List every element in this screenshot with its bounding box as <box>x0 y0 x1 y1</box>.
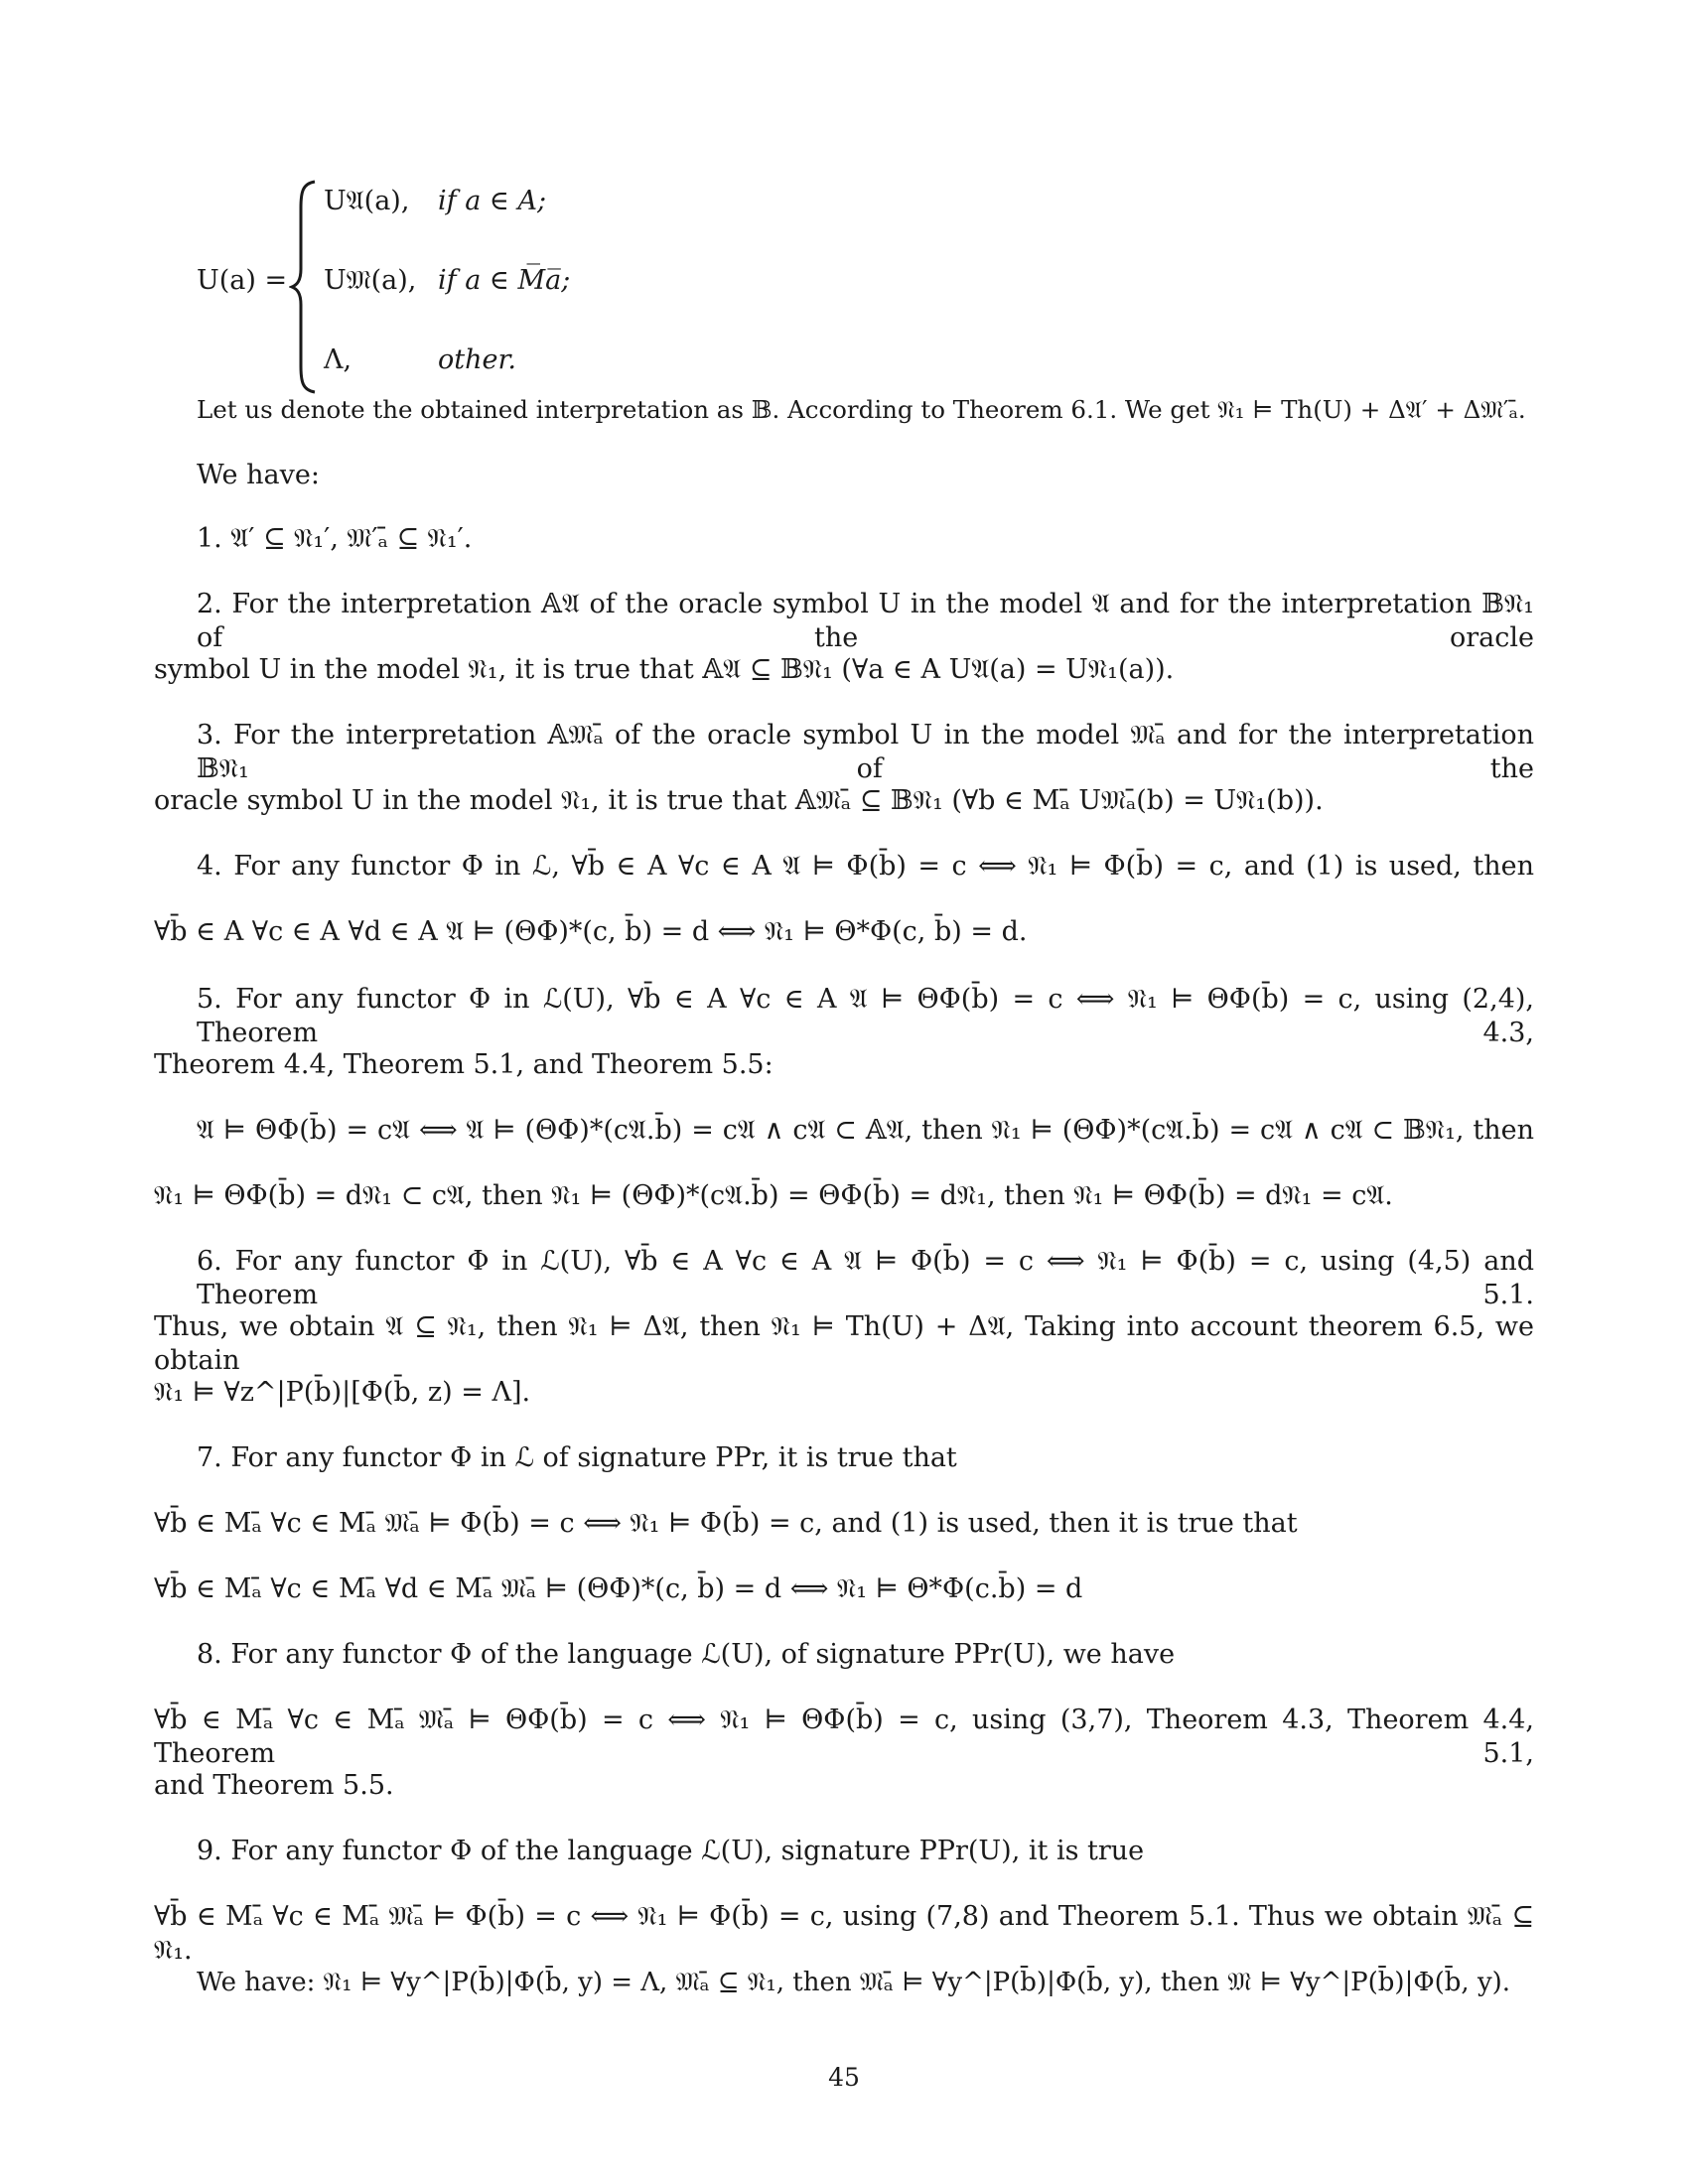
text-line: We have: 𝔑₁ ⊨ ∀y^|P(b̄)|Φ(b̄, y) = Λ, 𝔐ₐ̄ ⊆ 𝔑₁, then 𝔐ₐ̄ ⊨ ∀y^|P(b̄)|Φ(b̄, y), then 𝔐 ⊨ ∀y^|P(b̄)|Φ(b̄, y). <box>197 1968 1511 1997</box>
text-line: oracle symbol U in the model 𝔑₁, it is true that 𝔸𝔐ₐ̄ ⊆ 𝔹𝔑₁ (∀b ∈ Mₐ̄ U𝔐ₐ̄(b) = U𝔑₁(b)). <box>154 785 1324 816</box>
list-item-3: 3. For the interpretation 𝔸𝔐ₐ̄ of the oracle symbol U in the model 𝔐ₐ̄ and for the interpretation 𝔹𝔑₁ of the <box>197 720 1534 784</box>
case-value: U𝔄(a), <box>324 186 410 216</box>
case-value: Λ, <box>324 344 352 375</box>
case-condition: other. <box>438 344 516 375</box>
list-item-1: 1. 𝔄′ ⊆ 𝔑₁′, 𝔐′ₐ̄ ⊆ 𝔑₁′. <box>197 523 473 554</box>
text-line: We have: <box>197 460 320 490</box>
list-item-2: 2. For the interpretation 𝔸𝔄 of the oracle symbol U in the model 𝔄 and for the interpretation 𝔹𝔑₁ of the oracle <box>197 589 1534 653</box>
text-line: Thus, we obtain 𝔄 ⊆ 𝔑₁, then 𝔑₁ ⊨ Δ𝔄, then 𝔑₁ ⊨ Th(U) + Δ𝔄, Taking into account theorem 6.5, we obtain <box>154 1311 1534 1376</box>
case-condition: if a ∈ M̅a̅; <box>438 265 571 296</box>
text-line: ∀b̄ ∈ Mₐ̄ ∀c ∈ Mₐ̄ 𝔐ₐ̄ ⊨ ΘΦ(b̄) = c ⟺ 𝔑₁ ⊨ ΘΦ(b̄) = c, using (3,7), Theorem 4.3, Theorem 4.4, Theorem 5.1, <box>154 1705 1534 1769</box>
text-line: 𝔄 ⊨ ΘΦ(b̄) = c𝔄 ⟺ 𝔄 ⊨ (ΘΦ)*(c𝔄.b̄) = c𝔄 ∧ c𝔄 ⊂ 𝔸𝔄, then 𝔑₁ ⊨ (ΘΦ)*(c𝔄.b̄) = c𝔄 ∧ c𝔄 ⊂ 𝔹𝔑₁, then <box>197 1115 1534 1146</box>
text-line: ∀b̄ ∈ A ∀c ∈ A ∀d ∈ A 𝔄 ⊨ (ΘΦ)*(c, b̄) = d ⟺ 𝔑₁ ⊨ Θ*Φ(c, b̄) = d. <box>154 916 1028 947</box>
page-number: 45 <box>828 2063 860 2092</box>
text-line: ∀b̄ ∈ Mₐ̄ ∀c ∈ Mₐ̄ ∀d ∈ Mₐ̄ 𝔐ₐ̄ ⊨ (ΘΦ)*(c, b̄) = d ⟺ 𝔑₁ ⊨ Θ*Φ(c.b̄) = d <box>154 1573 1083 1604</box>
list-item-9: 9. For any functor Φ of the language ℒ(U), signature PPr(U), it is true <box>197 1836 1145 1866</box>
piecewise-case-1 <box>324 186 547 217</box>
case-condition: if a ∈ A; <box>438 186 547 216</box>
piecewise-case-3 <box>324 344 516 375</box>
list-item-4: 4. For any functor Φ in ℒ, ∀b̄ ∈ A ∀c ∈ A 𝔄 ⊨ Φ(b̄) = c ⟺ 𝔑₁ ⊨ Φ(b̄) = c, and (1) is used, then <box>197 851 1534 882</box>
text-line: 𝔑₁ ⊨ ∀z^|P(b̄)|[Φ(b̄, z) = Λ]. <box>154 1377 531 1408</box>
piecewise-lhs: U(a) = <box>197 265 288 296</box>
list-item-7: 7. For any functor Φ in ℒ of signature PPr, it is true that <box>197 1442 957 1473</box>
list-item-5: 5. For any functor Φ in ℒ(U), ∀b̄ ∈ A ∀c ∈ A 𝔄 ⊨ ΘΦ(b̄) = c ⟺ 𝔑₁ ⊨ ΘΦ(b̄) = c, using (2,4), Theorem 4.3, <box>197 984 1534 1048</box>
left-brace <box>289 178 319 396</box>
piecewise-definition <box>197 174 892 397</box>
text-line: Theorem 4.4, Theorem 5.1, and Theorem 5.5: <box>154 1049 774 1080</box>
text-line: 𝔑₁ ⊨ ΘΦ(b̄) = d𝔑₁ ⊂ c𝔄, then 𝔑₁ ⊨ (ΘΦ)*(c𝔄.b̄) = ΘΦ(b̄) = d𝔑₁, then 𝔑₁ ⊨ ΘΦ(b̄) = d𝔑₁ = c𝔄. <box>154 1180 1393 1211</box>
list-item-6: 6. For any functor Φ in ℒ(U), ∀b̄ ∈ A ∀c ∈ A 𝔄 ⊨ Φ(b̄) = c ⟺ 𝔑₁ ⊨ Φ(b̄) = c, using (4,5) and Theorem 5.1. <box>197 1246 1534 1310</box>
text-line: symbol U in the model 𝔑₁, it is true that 𝔸𝔄 ⊆ 𝔹𝔑₁ (∀a ∈ A U𝔄(a) = U𝔑₁(a)). <box>154 654 1175 685</box>
piecewise-case-2 <box>324 265 571 297</box>
case-value: U𝔐(a), <box>324 265 417 296</box>
text-line: ∀b̄ ∈ Mₐ̄ ∀c ∈ Mₐ̄ 𝔐ₐ̄ ⊨ Φ(b̄) = c ⟺ 𝔑₁ ⊨ Φ(b̄) = c, and (1) is used, then it is true that <box>154 1508 1298 1539</box>
text-line: and Theorem 5.5. <box>154 1770 394 1801</box>
text-line: Let us denote the obtained interpretation as 𝔹. According to Theorem 6.1. We get 𝔑₁ ⊨ Th(U) + Δ𝔄′ + Δ𝔐′ₐ̄. <box>197 395 1526 424</box>
list-item-8: 8. For any functor Φ of the language ℒ(U), of signature PPr(U), we have <box>197 1639 1176 1670</box>
text-line: ∀b̄ ∈ Mₐ̄ ∀c ∈ Mₐ̄ 𝔐ₐ̄ ⊨ Φ(b̄) = c ⟺ 𝔑₁ ⊨ Φ(b̄) = c, using (7,8) and Theorem 5.1. Thus we obtain 𝔐ₐ̄ ⊆ 𝔑₁. <box>154 1901 1534 1966</box>
